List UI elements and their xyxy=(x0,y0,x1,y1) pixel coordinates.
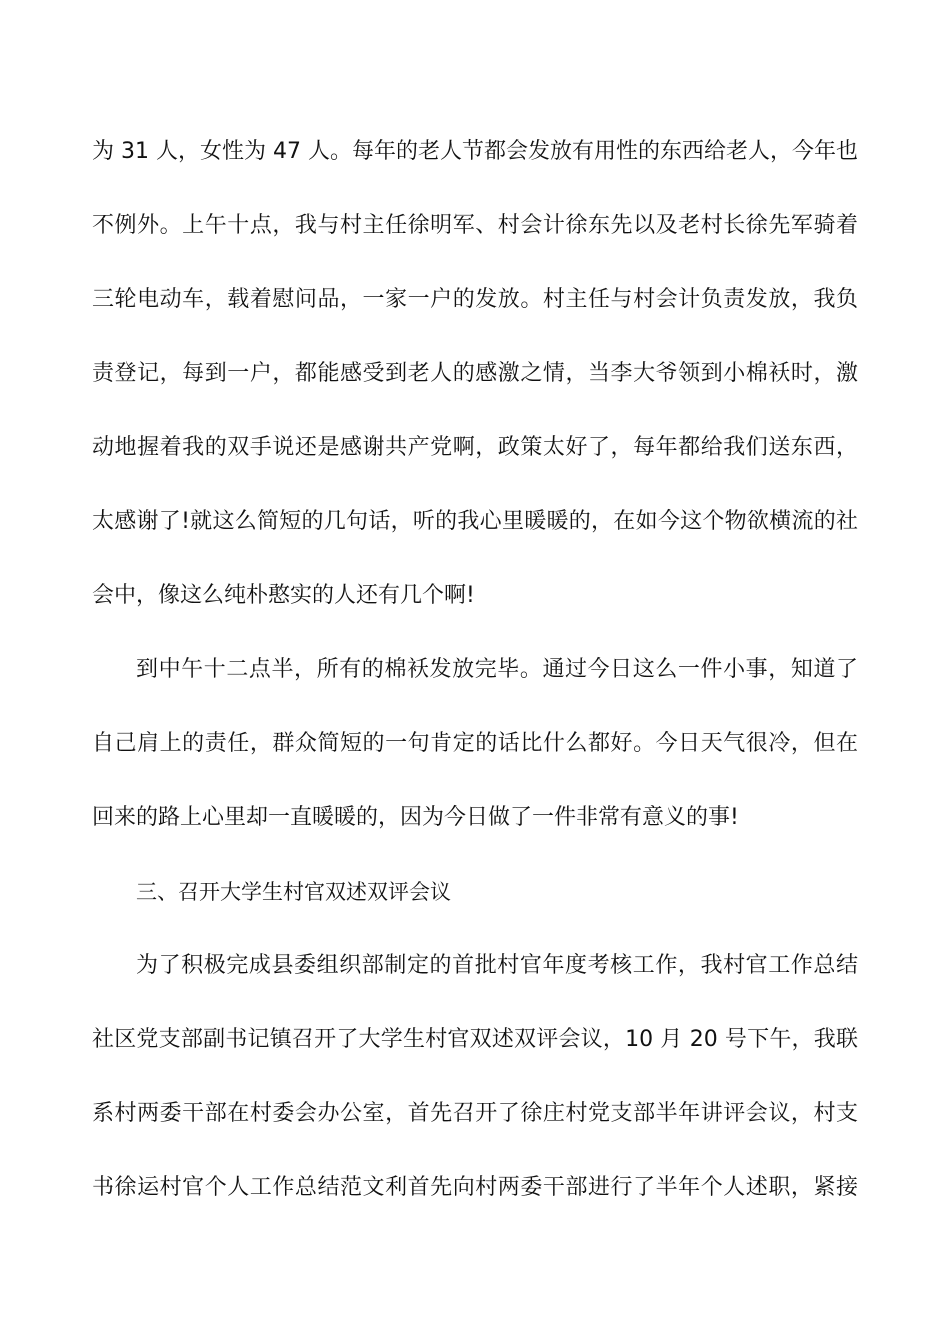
paragraph-2-line-2: 自己肩上的责任，群众简短的一句肯定的话比什么都好。今日天气很冷，但在 xyxy=(92,731,858,756)
paragraph-3-line-2: 社区党支部副书记镇召开了大学生村官双述双评会议，10 月 20 号下午，我联 xyxy=(92,1027,858,1052)
section-heading: 三、召开大学生村官双述双评会议 xyxy=(136,880,451,904)
paragraph-1-line-5: 动地握着我的双手说还是感谢共产党啊，政策太好了，每年都给我们送东西， xyxy=(92,435,858,460)
paragraph-3-line-3: 系村两委干部在村委会办公室，首先召开了徐庄村党支部半年讲评会议，村支 xyxy=(92,1101,858,1126)
paragraph-1-line-2: 不例外。上午十点，我与村主任徐明军、村会计徐东先以及老村长徐先军骑着 xyxy=(92,213,858,238)
paragraph-1-line-3: 三轮电动车，载着慰问品，一家一户的发放。村主任与村会计负责发放，我负 xyxy=(92,287,858,312)
paragraph-3-line-4: 书徐运村官个人工作总结范文利首先向村两委干部进行了半年个人述职，紧接 xyxy=(92,1175,858,1200)
paragraph-2-line-3: 回来的路上心里却一直暖暖的，因为今日做了一件非常有意义的事! xyxy=(92,805,739,830)
paragraph-1-line-1: 为 31 人，女性为 47 人。每年的老人节都会发放有用性的东西给老人，今年也 xyxy=(92,139,858,164)
paragraph-1-line-7: 会中，像这么纯朴憨实的人还有几个啊! xyxy=(92,583,475,608)
paragraph-1-line-4: 责登记，每到一户，都能感受到老人的感激之情，当李大爷领到小棉袄时，激 xyxy=(92,361,858,386)
paragraph-2-line-1: 到中午十二点半，所有的棉袄发放完毕。通过今日这么一件小事，知道了 xyxy=(136,657,858,682)
paragraph-1-line-6: 太感谢了!就这么简短的几句话，听的我心里暖暖的，在如今这个物欲横流的社 xyxy=(92,509,858,534)
paragraph-3-line-1: 为了积极完成县委组织部制定的首批村官年度考核工作，我村官工作总结 xyxy=(136,953,858,978)
